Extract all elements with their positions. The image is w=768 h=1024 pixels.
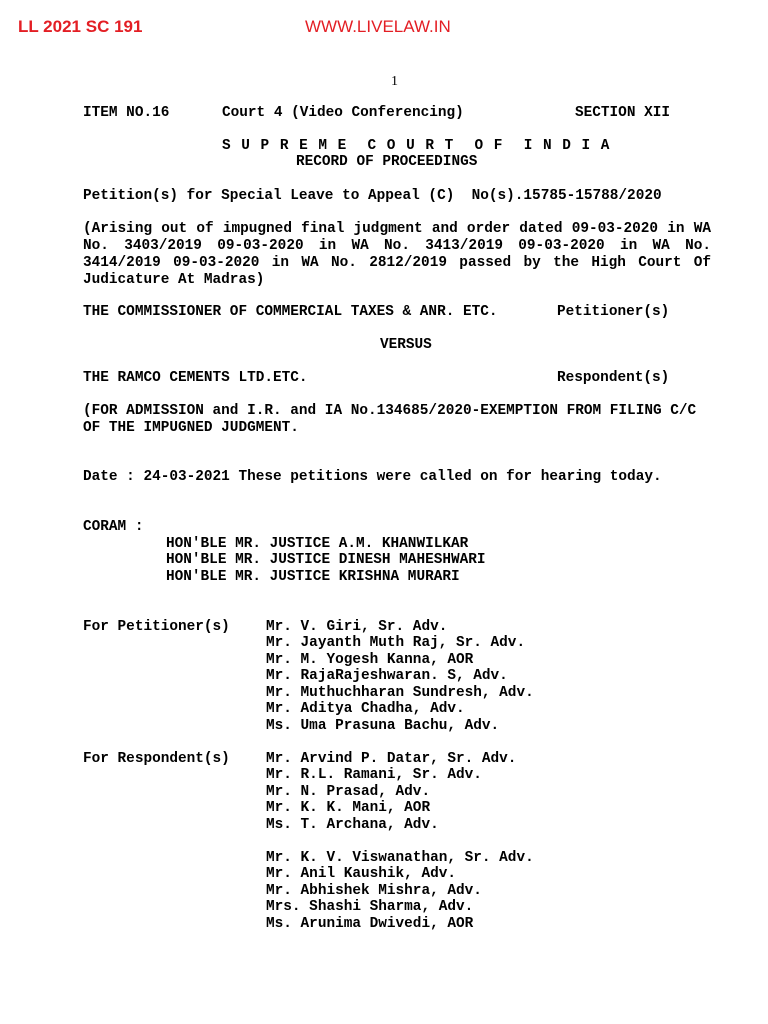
item-number: ITEM NO.16 (83, 105, 170, 121)
counsel-name: Mrs. Shashi Sharma, Adv. (266, 899, 474, 915)
counsel-name: Ms. Arunima Dwivedi, AOR (266, 916, 474, 932)
record-title: RECORD OF PROCEEDINGS (296, 154, 478, 170)
counsel-name: Mr. RajaRajeshwaran. S, Adv. (266, 668, 508, 684)
versus-label: VERSUS (380, 337, 432, 353)
counsel-name: Ms. Uma Prasuna Bachu, Adv. (266, 718, 500, 734)
petition-number: Petition(s) for Special Leave to Appeal (C) No(s).15785-15788/2020 (83, 188, 662, 204)
petitioner-role: Petitioner(s) (557, 304, 670, 320)
counsel-name: Mr. N. Prasad, Adv. (266, 784, 431, 800)
counsel-name: Mr. M. Yogesh Kanna, AOR (266, 652, 474, 668)
court-name: S U P R E M E C O U R T O F I N D I A (222, 138, 610, 154)
citation-label: LL 2021 SC 191 (18, 17, 143, 36)
petitioner-name: THE COMMISSIONER OF COMMERCIAL TAXES & ANR. ETC. (83, 304, 498, 320)
arising-paragraph: (Arising out of impugned final judgment and order dated 09-03-2020 in WA No. 3403/2019 09-03-2020 in WA No. 3413/2019 09-03-2020 in WA No. 3414/2019 09-03-2020 in WA No. 2812/2019 passed by the High Court Of Judicature At Madras) (83, 221, 711, 288)
counsel-name: Mr. Arvind P. Datar, Sr. Adv. (266, 751, 517, 767)
counsel-name: Ms. T. Archana, Adv. (266, 817, 439, 833)
respondent-counsel-label: For Respondent(s) (83, 751, 230, 767)
counsel-name: Mr. Abhishek Mishra, Adv. (266, 883, 482, 899)
judge-name: HON'BLE MR. JUSTICE DINESH MAHESHWARI (166, 552, 486, 568)
website-link[interactable]: WWW.LIVELAW.IN (305, 17, 451, 36)
respondent-name: THE RAMCO CEMENTS LTD.ETC. (83, 370, 308, 386)
counsel-name: Mr. Anil Kaushik, Adv. (266, 866, 456, 882)
counsel-name: Mr. K. K. Mani, AOR (266, 800, 431, 816)
counsel-name: Mr. K. V. Viswanathan, Sr. Adv. (266, 850, 534, 866)
respondent-role: Respondent(s) (557, 370, 670, 386)
counsel-name: Mr. R.L. Ramani, Sr. Adv. (266, 767, 482, 783)
counsel-name: Mr. Jayanth Muth Raj, Sr. Adv. (266, 635, 526, 651)
counsel-name: Mr. V. Giri, Sr. Adv. (266, 619, 448, 635)
judge-name: HON'BLE MR. JUSTICE A.M. KHANWILKAR (166, 536, 469, 552)
section-info: SECTION XII (575, 105, 670, 121)
petitioner-counsel-label: For Petitioner(s) (83, 619, 230, 635)
page-number: 1 (391, 74, 398, 89)
court-info: Court 4 (Video Conferencing) (222, 105, 464, 121)
counsel-name: Mr. Muthuchharan Sundresh, Adv. (266, 685, 534, 701)
judge-name: HON'BLE MR. JUSTICE KRISHNA MURARI (166, 569, 460, 585)
counsel-name: Mr. Aditya Chadha, Adv. (266, 701, 465, 717)
hearing-date-line: Date : 24-03-2021 These petitions were called on for hearing today. (83, 469, 662, 485)
admission-paragraph: (FOR ADMISSION and I.R. and IA No.134685/2020-EXEMPTION FROM FILING C/C OF THE IMPUGNED JUDGMENT. (83, 403, 697, 436)
coram-label: CORAM : (83, 519, 144, 535)
